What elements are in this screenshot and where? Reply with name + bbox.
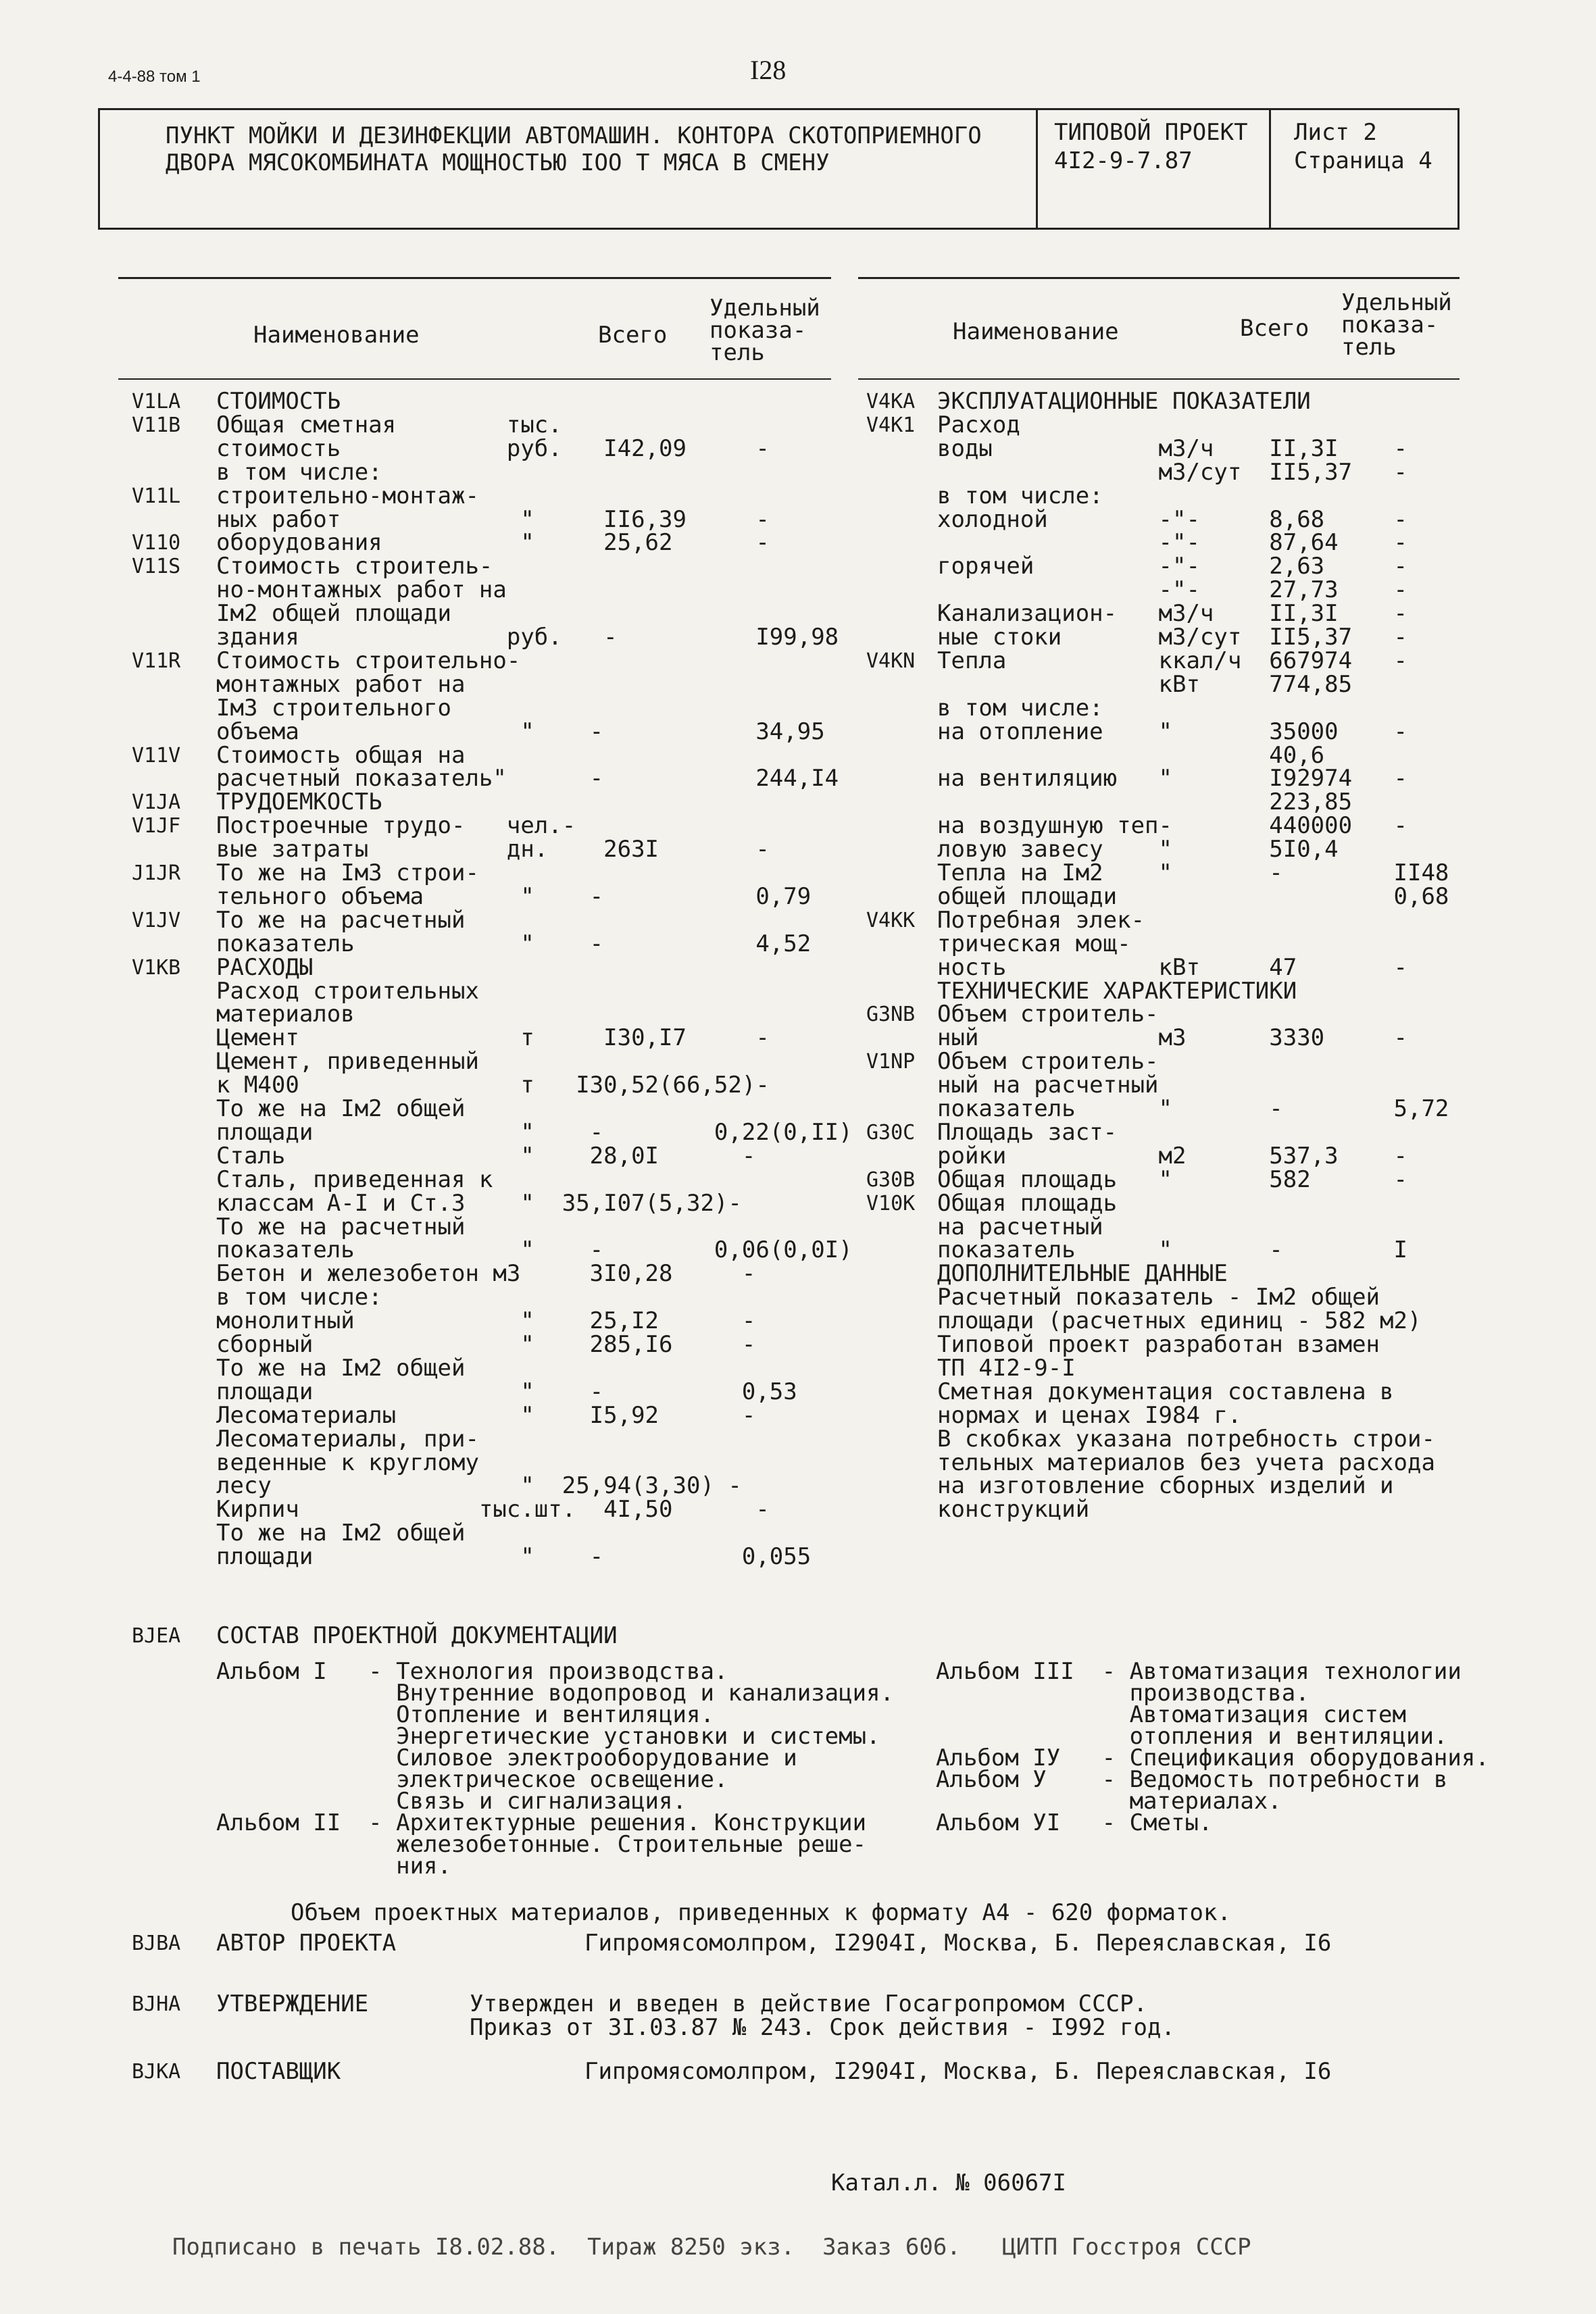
- row-text: Сталь " 28,0I -: [216, 1142, 756, 1169]
- row-text: расчетный показатель" - 244,I4: [216, 765, 839, 793]
- album-line: Альбом I - Технология производства.: [216, 1658, 728, 1685]
- row-text: в том числе:: [216, 458, 382, 486]
- row-text: Iм2 общей площади: [216, 600, 451, 628]
- document-title-line1: ПУНКТ МОЙКИ И ДЕЗИНФЕКЦИИ АВТОМАШИН. КОНТОРА СКОТОПРИЕМНОГО: [166, 122, 982, 149]
- row-text: 40,6: [937, 741, 1325, 769]
- row-text: СТОИМОСТЬ: [216, 388, 341, 415]
- album-line: производства.: [936, 1680, 1310, 1707]
- approval-label: УТВЕРЖДЕНИЕ: [216, 1990, 369, 2017]
- row-code: V1KB: [132, 955, 181, 980]
- author-label: АВТОР ПРОЕКТА: [216, 1930, 397, 1957]
- row-text: на отопление " 35000 -: [937, 718, 1407, 745]
- row-text: материалов: [216, 1001, 355, 1028]
- row-text: -"- 27,73 -: [937, 576, 1407, 604]
- row-code: V1LA: [132, 390, 181, 413]
- row-code: V11S: [132, 555, 181, 579]
- right-col-total-header: Всего: [1240, 315, 1310, 342]
- row-text: Канализацион- м3/ч II,3I -: [937, 600, 1407, 628]
- approval-code: BJHA: [132, 1992, 181, 2016]
- row-text: площади (расчетных единиц - 582 м2): [937, 1307, 1422, 1335]
- row-text: трическая мощ-: [937, 930, 1131, 957]
- row-text: площади " - 0,22(0,II): [216, 1118, 853, 1146]
- row-text: вые затраты дн. 263I -: [216, 836, 770, 863]
- row-text: веденные к круглому: [216, 1449, 479, 1476]
- row-text: Расход: [937, 411, 1020, 438]
- row-text: То же на Iм2 общей: [216, 1519, 466, 1547]
- row-text: ройки м2 537,3 -: [937, 1142, 1407, 1169]
- left-col-name-header: Наименование: [253, 322, 420, 349]
- row-text: монтажных работ на: [216, 670, 466, 698]
- row-text: Цемент т I30,I7 -: [216, 1024, 770, 1052]
- left-col-specific-header-3: тель: [709, 339, 765, 366]
- row-text: строительно-монтаж-: [216, 482, 479, 509]
- row-code: V4KA: [866, 390, 916, 413]
- author-code: BJBA: [132, 1932, 181, 1955]
- right-table-header-rule: [858, 378, 1460, 380]
- album-line: материалах.: [936, 1788, 1282, 1815]
- docs-volume: Объем проектных материалов, приведенных к формату А4 - 620 форматок.: [291, 1899, 1231, 1926]
- album-line: Связь и сигнализация.: [216, 1788, 687, 1815]
- row-text: горячей -"- 2,63 -: [937, 553, 1407, 580]
- album-line: электрическое освещение.: [216, 1766, 728, 1793]
- left-col-specific-header-1: Удельный: [709, 295, 820, 322]
- approval-text-line2: Приказ от 3I.03.87 № 243. Срок действия - I992 год.: [470, 2014, 1175, 2041]
- row-text: Расход строительных: [216, 977, 479, 1005]
- row-text: в том числе:: [937, 694, 1103, 722]
- row-text: ность кВт 47 -: [937, 953, 1407, 981]
- row-text: на расчетный: [937, 1213, 1103, 1240]
- album-line: Альбом II - Архитектурные решения. Конструкции: [216, 1809, 867, 1836]
- album-line: Альбом III - Автоматизация технологии: [936, 1658, 1462, 1685]
- row-text: Общая площадь: [937, 1189, 1118, 1217]
- row-text: ный на расчетный: [937, 1072, 1159, 1099]
- row-text: ЭКСПЛУАТАЦИОННЫЕ ПОКАЗАТЕЛИ: [937, 388, 1311, 415]
- supplier-code: BJKA: [132, 2060, 181, 2084]
- row-text: Лесоматериалы " I5,92 -: [216, 1401, 756, 1429]
- row-text: То же на Iм3 строи-: [216, 859, 479, 886]
- right-table-top-rule: [858, 277, 1460, 279]
- page-ref: Страница 4: [1294, 147, 1432, 174]
- row-text: оборудования " 25,62 -: [216, 529, 770, 557]
- print-info: Подписано в печать I8.02.88. Тираж 8250 экз. Заказ 606. ЦИТП Госстроя СССР: [172, 2234, 1251, 2261]
- row-text: Тепла ккал/ч 667974 -: [937, 647, 1407, 674]
- page-number: I28: [750, 55, 787, 85]
- supplier-label: ПОСТАВЩИК: [216, 2058, 341, 2085]
- row-text: Сметная документация составлена в: [937, 1378, 1394, 1405]
- row-text: -"- 87,64 -: [937, 529, 1407, 557]
- row-text: сборный " 285,I6 -: [216, 1331, 756, 1358]
- document-title-line2: ДВОРА МЯСОКОМБИНАТА МОЩНОСТЬЮ IOO Т МЯСА В СМЕНУ: [166, 149, 830, 176]
- row-text: Тепла на Iм2 " - II48: [937, 859, 1449, 886]
- right-col-name-header: Наименование: [953, 318, 1119, 345]
- left-col-specific-header-2: показа-: [709, 317, 807, 344]
- sheet-number: Лист 2: [1294, 119, 1377, 146]
- docs-section-code: BJEA: [132, 1624, 181, 1648]
- right-col-specific-header-2: показа-: [1341, 311, 1439, 338]
- row-text: монолитный " 25,I2 -: [216, 1307, 756, 1335]
- row-text: То же на Iм2 общей: [216, 1095, 466, 1122]
- row-code: V11L: [132, 484, 181, 508]
- row-text: Стоимость общая на: [216, 741, 466, 769]
- row-code: V110: [132, 531, 181, 555]
- row-text: Площадь заст-: [937, 1118, 1118, 1146]
- album-line: Автоматизация систем: [936, 1701, 1406, 1728]
- row-text: на воздушную теп- 440000 -: [937, 812, 1407, 840]
- row-text: ных работ " II6,39 -: [216, 505, 770, 533]
- row-text: То же на Iм2 общей: [216, 1354, 466, 1382]
- row-text: к М400 т I30,52(66,52)-: [216, 1072, 770, 1099]
- row-text: в том числе:: [216, 1284, 382, 1311]
- album-line: Внутренние водопровод и канализация.: [216, 1680, 895, 1707]
- row-text: конструкций: [937, 1496, 1090, 1524]
- row-text: тельных материалов без учета расхода: [937, 1449, 1435, 1476]
- row-text: Построечные трудо- чел.-: [216, 812, 576, 840]
- row-text: кВт 774,85: [937, 670, 1353, 698]
- row-text: То же на расчетный: [216, 1213, 466, 1240]
- row-text: показатель " - 0,06(0,0I): [216, 1236, 853, 1264]
- row-text: Цемент, приведенный: [216, 1048, 479, 1076]
- row-text: Сталь, приведенная к: [216, 1165, 493, 1193]
- row-text: Общая сметная тыс.: [216, 411, 562, 438]
- row-text: показатель " - 5,72: [937, 1095, 1449, 1122]
- row-text: стоимость руб. I42,09 -: [216, 434, 770, 462]
- album-line: Энергетические установки и системы.: [216, 1723, 880, 1750]
- row-text: классам А-I и Ст.3 " 35,I07(5,32)-: [216, 1189, 742, 1217]
- row-text: ный м3 3330 -: [937, 1024, 1407, 1052]
- right-col-specific-header-3: тель: [1341, 334, 1397, 361]
- row-text: Iм3 строительного: [216, 694, 451, 722]
- album-line: Силовое электрооборудование и: [216, 1744, 797, 1771]
- row-code: V11B: [132, 413, 181, 437]
- row-code: V11R: [132, 649, 181, 673]
- project-label: ТИПОВОЙ ПРОЕКТ: [1054, 119, 1248, 146]
- album-line: Альбом У - Ведомость потребности в: [936, 1766, 1448, 1793]
- row-code: V1NP: [866, 1050, 916, 1074]
- row-text: РАСХОДЫ: [216, 953, 314, 981]
- row-code: V4KN: [866, 649, 916, 673]
- row-text: 223,85: [937, 788, 1353, 816]
- row-code: G30C: [866, 1120, 916, 1145]
- row-text: показатель " - 4,52: [216, 930, 812, 957]
- row-text: ТЕХНИЧЕСКИЕ ХАРАКТЕРИСТИКИ: [937, 977, 1297, 1005]
- author-text: Гипромясомолпром, I2904I, Москва, Б. Переяславская, I6: [584, 1930, 1332, 1957]
- row-text: общей площади 0,68: [937, 882, 1449, 910]
- row-text: площади " - 0,055: [216, 1543, 812, 1571]
- album-line: ния.: [216, 1853, 451, 1880]
- album-line: Альбом IУ - Спецификация оборудования.: [936, 1744, 1489, 1771]
- row-code: V1JA: [132, 790, 181, 815]
- left-table-top-rule: [118, 277, 831, 279]
- row-text: показатель " - I: [937, 1236, 1407, 1264]
- row-code: G3NB: [866, 1003, 916, 1027]
- row-code: V10K: [866, 1191, 916, 1215]
- row-text: ДОПОЛНИТЕЛЬНЫЕ ДАННЫЕ: [937, 1260, 1228, 1288]
- series-label: 4-4-88 том 1: [108, 68, 201, 86]
- row-text: нормах и ценах I984 г.: [937, 1401, 1242, 1429]
- left-table-header-rule: [118, 378, 831, 380]
- row-text: Потребная элек-: [937, 906, 1145, 934]
- row-text: Объем строитель-: [937, 1001, 1159, 1028]
- album-line: отопления и вентиляции.: [936, 1723, 1448, 1750]
- row-code: V11V: [132, 743, 181, 768]
- row-text: В скобках указана потребность строи-: [937, 1425, 1435, 1453]
- row-text: в том числе:: [937, 482, 1103, 509]
- row-text: Бетон и железобетон м3 3I0,28 -: [216, 1260, 756, 1288]
- row-code: G30B: [866, 1167, 916, 1192]
- row-text: м3/сут II5,37 -: [937, 458, 1407, 486]
- row-text: Лесоматериалы, при-: [216, 1425, 479, 1453]
- row-text: ТРУДОЕМКОСТЬ: [216, 788, 382, 816]
- row-text: Объем строитель-: [937, 1048, 1159, 1076]
- row-text: ные стоки м3/сут II5,37 -: [937, 624, 1407, 651]
- catalog-number: Катал.л. № 06067I: [831, 2169, 1066, 2196]
- docs-section-title: СОСТАВ ПРОЕКТНОЙ ДОКУМЕНТАЦИИ: [216, 1622, 618, 1649]
- row-text: Типовой проект разработан взамен: [937, 1331, 1380, 1358]
- album-line: Отопление и вентиляция.: [216, 1701, 714, 1728]
- row-text: Стоимость строительно-: [216, 647, 521, 674]
- row-text: на изготовление сборных изделий и: [937, 1472, 1394, 1500]
- row-text: Кирпич тыс.шт. 4I,50 -: [216, 1496, 770, 1524]
- row-text: но-монтажных работ на: [216, 576, 507, 604]
- row-text: лесу " 25,94(3,30) -: [216, 1472, 742, 1500]
- row-code: V1JF: [132, 814, 181, 838]
- album-line: железобетонные. Строительные реше-: [216, 1831, 867, 1858]
- left-col-total-header: Всего: [598, 322, 668, 349]
- row-text: ТП 4I2-9-I: [937, 1354, 1076, 1382]
- project-number: 4I2-9-7.87: [1054, 147, 1193, 174]
- row-code: J1JR: [132, 861, 181, 885]
- row-text: объема " - 34,95: [216, 718, 825, 745]
- right-col-specific-header-1: Удельный: [1341, 289, 1452, 316]
- row-code: V4K1: [866, 413, 916, 437]
- row-code: V4KK: [866, 908, 916, 932]
- row-text: воды м3/ч II,3I -: [937, 434, 1407, 462]
- row-text: ловую завесу " 5I0,4: [937, 836, 1339, 863]
- row-text: Стоимость строитель-: [216, 553, 493, 580]
- row-text: То же на расчетный: [216, 906, 466, 934]
- row-text: тельного объема " - 0,79: [216, 882, 812, 910]
- approval-text-line1: Утвержден и введен в действие Госагропромом СССР.: [470, 1990, 1148, 2017]
- row-text: здания руб. - I99,98: [216, 624, 839, 651]
- row-text: площади " - 0,53: [216, 1378, 797, 1405]
- row-text: холодной -"- 8,68 -: [937, 505, 1407, 533]
- row-code: V1JV: [132, 908, 181, 932]
- album-line: Альбом УI - Сметы.: [936, 1809, 1213, 1836]
- supplier-text: Гипромясомолпром, I2904I, Москва, Б. Переяславская, I6: [584, 2058, 1332, 2085]
- row-text: Общая площадь " 582 -: [937, 1165, 1407, 1193]
- row-text: Расчетный показатель - Iм2 общей: [937, 1284, 1380, 1311]
- row-text: на вентиляцию " I92974 -: [937, 765, 1407, 793]
